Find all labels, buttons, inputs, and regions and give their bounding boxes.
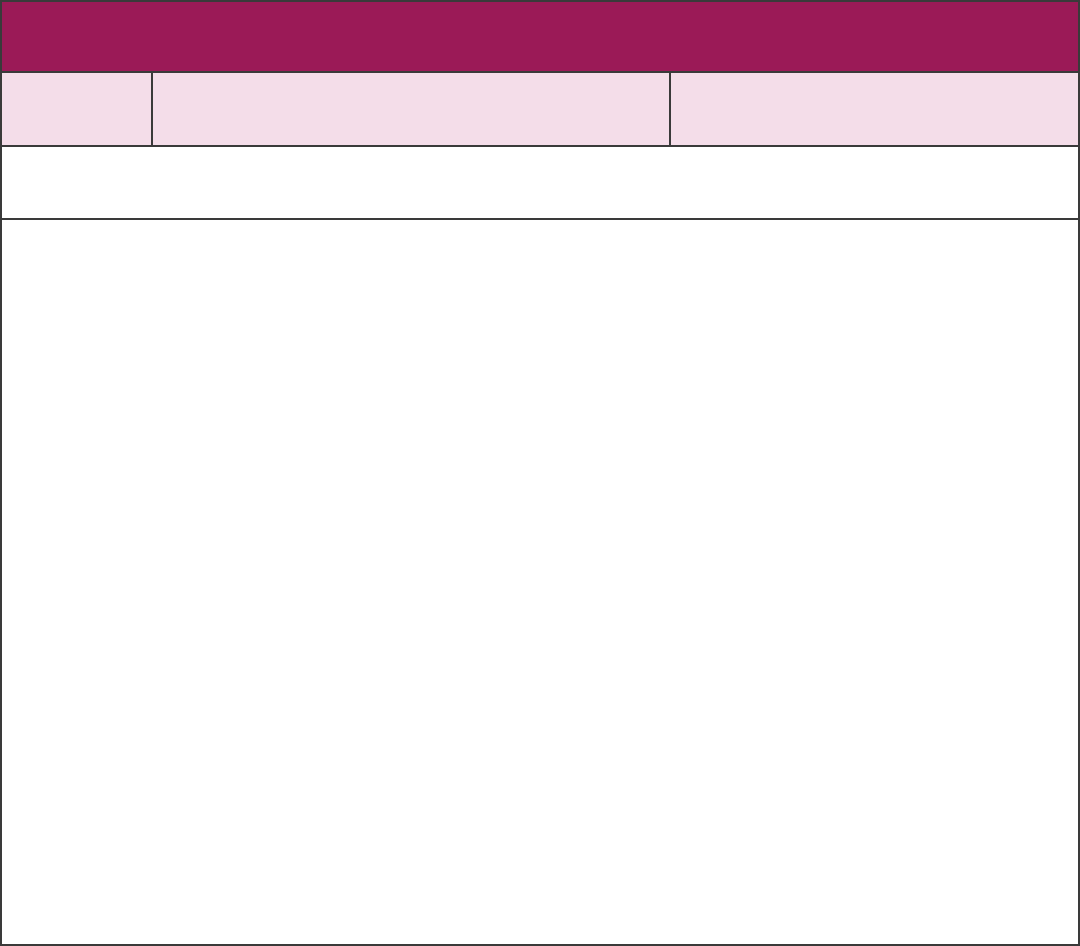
header-time (2, 73, 153, 145)
agenda-title (2, 2, 1078, 73)
host-row (2, 147, 1078, 220)
header-speaker (671, 73, 1078, 145)
header-row (2, 73, 1078, 147)
header-topic (153, 73, 671, 145)
